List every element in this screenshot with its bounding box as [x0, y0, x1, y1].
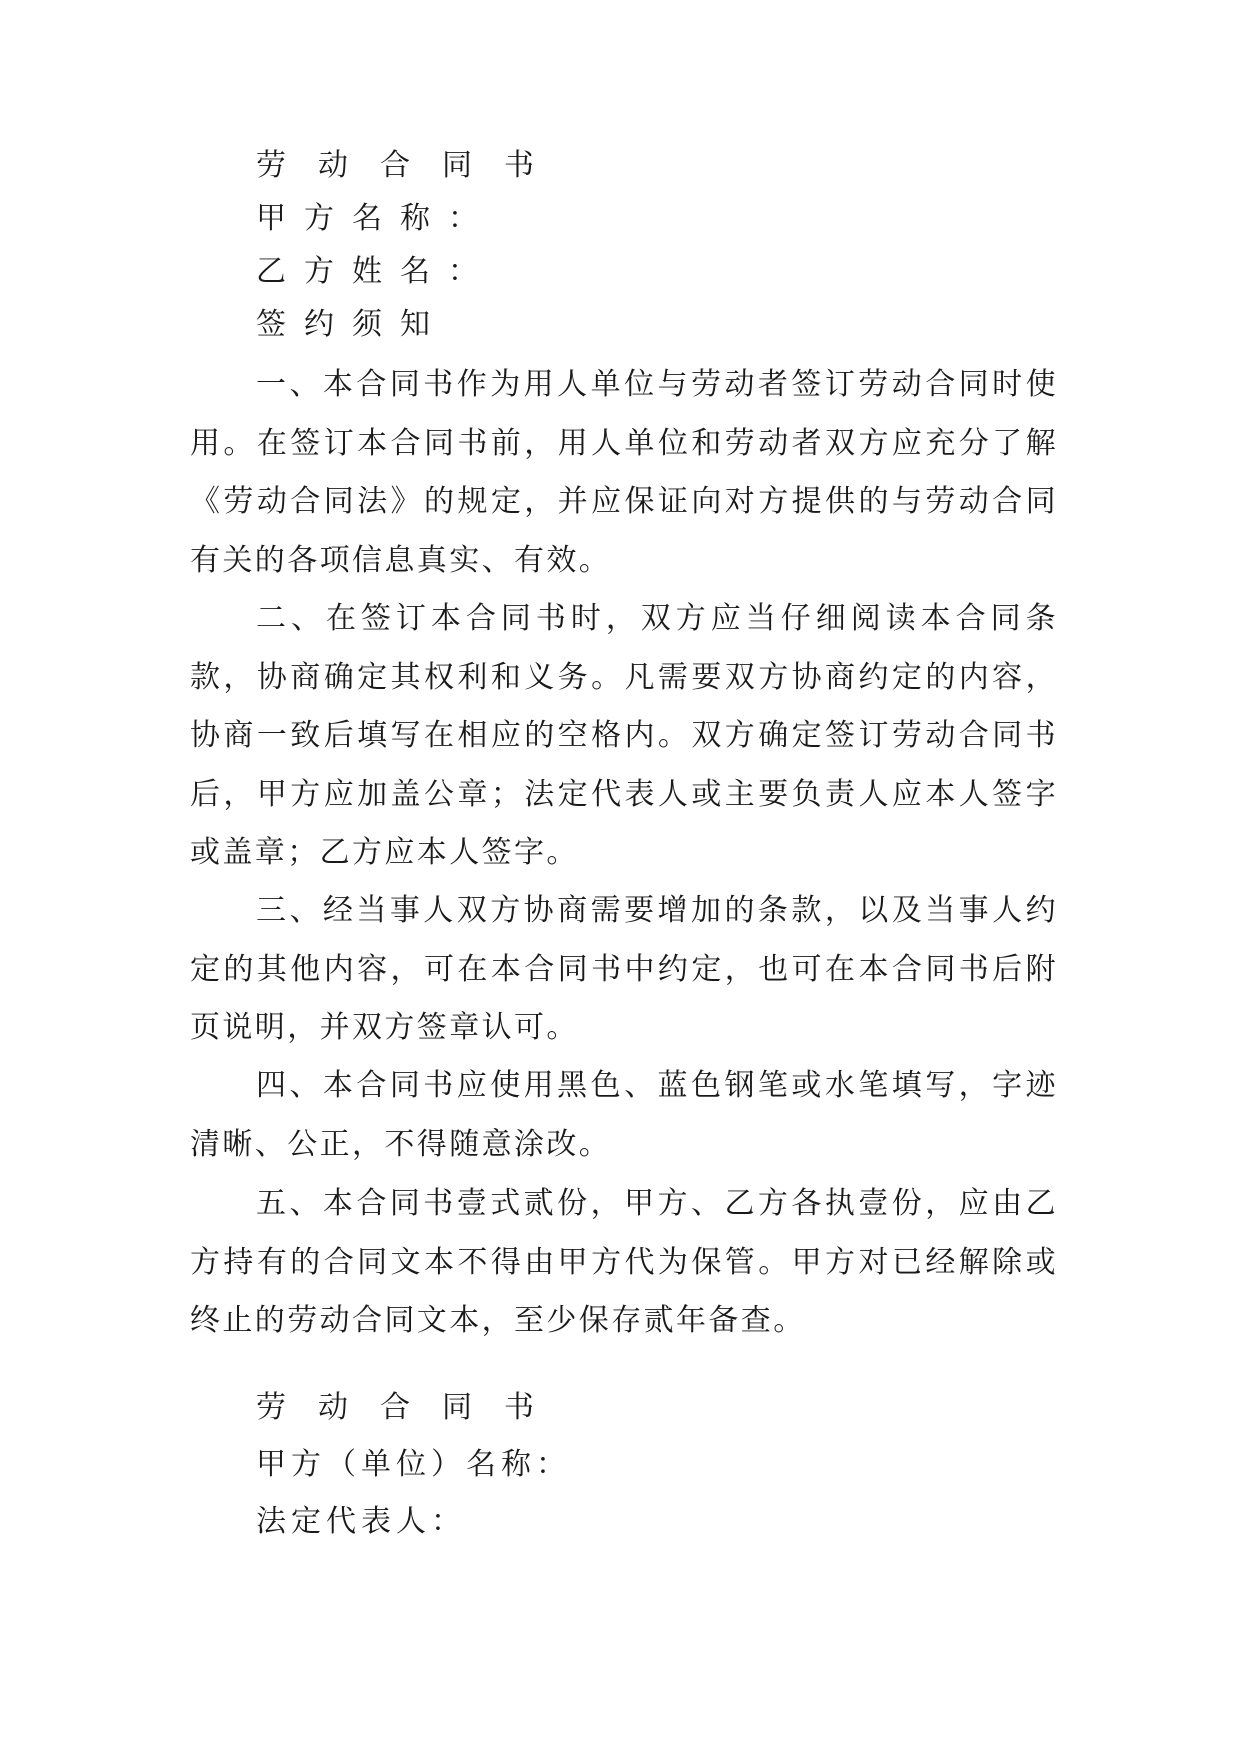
- contract-title: 劳动合同书: [256, 148, 566, 183]
- party-b-name-label: 乙方姓名：: [256, 254, 496, 289]
- notice-paragraph-4: 四、本合同书应使用黑色、蓝色钢笔或水笔填写，字迹清晰、公正，不得随意涂改。: [190, 1068, 1058, 1162]
- notice-paragraph-1: 一、本合同书作为用人单位与劳动者签订劳动合同时使用。在签订本合同书前，用人单位和劳动者双方应充分了解《劳动合同法》的规定，并应保证向对方提供的与劳动合同有关的各项信息真实、有效。: [190, 367, 1058, 578]
- employer-name-label: 甲方（单位）名称：: [256, 1447, 571, 1482]
- legal-representative-label: 法定代表人：: [256, 1504, 466, 1539]
- signing-notice-title: 签约须知: [256, 307, 448, 342]
- notice-paragraph-2: 二、在签订本合同书时，双方应当仔细阅读本合同条款，协商确定其权利和义务。凡需要双方协商约定的内容，协商一致后填写在相应的空格内。双方确定签订劳动合同书后，甲方应加盖公章；法定代表人或主要负责人应本人签字或盖章；乙方应本人签字。: [190, 601, 1058, 870]
- notice-paragraph-5: 五、本合同书壹式贰份，甲方、乙方各执壹份，应由乙方持有的合同文本不得由甲方代为保管。甲方对已经解除或终止的劳动合同文本，至少保存贰年备查。: [190, 1186, 1058, 1338]
- party-a-name-label: 甲方名称：: [256, 201, 496, 236]
- notice-paragraph-3: 三、经当事人双方协商需要增加的条款，以及当事人约定的其他内容，可在本合同书中约定，也可在本合同书后附页说明，并双方签章认可。: [190, 893, 1058, 1045]
- contract-title-2: 劳动合同书: [256, 1390, 566, 1425]
